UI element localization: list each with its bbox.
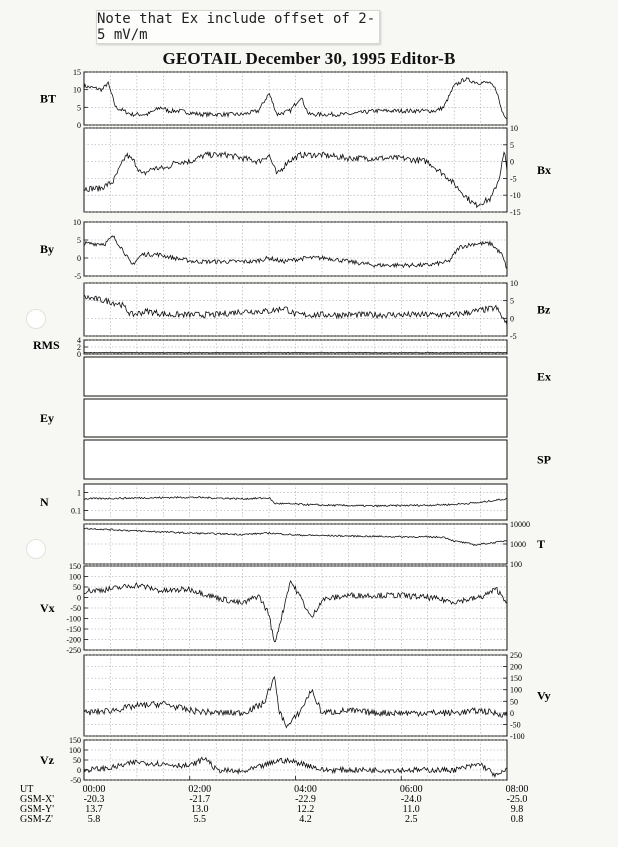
footer-value: -25.0 <box>506 794 528 805</box>
footer-value: 5.8 <box>87 814 101 825</box>
footer-value: 5.5 <box>193 814 206 825</box>
footer-label: GSM-Y' <box>20 804 55 815</box>
panel-label-sp: SP <box>537 452 552 467</box>
tick-label-bz: -5 <box>510 332 517 341</box>
panel-frame-ey <box>84 399 507 437</box>
panel-label-n: N <box>40 495 49 509</box>
tick-label-bt: 0 <box>77 121 81 130</box>
panel-label-vz: Vz <box>40 753 54 767</box>
panel-label-vy: Vy <box>537 688 551 703</box>
tick-label-bx: 0 <box>510 157 514 167</box>
chart-title: GEOTAIL December 30, 1995 Editor-B <box>162 49 456 68</box>
tick-label-vz: 50 <box>73 756 81 765</box>
tick-label-bt: 10 <box>73 85 81 95</box>
panel-label-bt: BT <box>40 91 57 106</box>
tick-label-vx: -50 <box>70 604 81 613</box>
tick-label-vy: 200 <box>510 662 522 672</box>
tick-label-vx: 100 <box>69 572 81 582</box>
tick-label-vx: -250 <box>66 646 81 655</box>
footer-value: -22.9 <box>295 794 316 805</box>
footer-value: 9.8 <box>510 804 524 815</box>
tick-label-vz: -50 <box>70 776 81 785</box>
panel-label-ex: Ex <box>537 369 552 384</box>
panel-label-by: By <box>40 242 55 256</box>
tick-label-t: 10000 <box>510 520 530 529</box>
footer-value: -21.7 <box>189 794 211 805</box>
footer-value: 00:00 <box>82 784 106 795</box>
panel-label-bz: Bz <box>537 302 551 317</box>
tick-label-bt: 15 <box>73 68 81 77</box>
footer-label: GSM-Z' <box>20 814 53 825</box>
footer-value: 13.7 <box>85 804 103 815</box>
tick-label-bx: -15 <box>510 208 521 217</box>
footer-label: UT <box>20 784 34 795</box>
tick-label-vy: 250 <box>510 651 522 660</box>
tick-label-bx: 5 <box>510 140 514 150</box>
panel-frame-ex <box>84 357 507 396</box>
panel-label-ey: Ey <box>40 411 55 425</box>
tick-label-vx: -150 <box>66 625 81 634</box>
tick-label-rms: 4 <box>77 336 81 345</box>
tick-label-vy: -100 <box>510 732 525 741</box>
tick-label-by: 10 <box>73 218 81 227</box>
panel-label-t: T <box>537 537 546 551</box>
tick-label-bt: 5 <box>77 103 81 113</box>
panel-label-vx: Vx <box>40 601 55 615</box>
tick-label-vy: -50 <box>510 720 521 730</box>
tick-label-t: 100 <box>510 560 522 569</box>
tick-label-bx: -5 <box>510 174 517 184</box>
tick-label-vy: 50 <box>510 697 518 707</box>
footer-value: 2.5 <box>405 814 418 825</box>
footer-value: -20.3 <box>83 794 105 805</box>
tick-label-bz: 10 <box>510 279 518 288</box>
tick-label-vx: -100 <box>66 614 81 624</box>
footer-label: GSM-X' <box>20 794 55 805</box>
tick-label-bz: 0 <box>510 314 514 324</box>
footer-value: 11.0 <box>402 804 420 815</box>
tick-label-vz: 100 <box>69 746 81 755</box>
tick-label-by: -5 <box>74 272 81 281</box>
footer-value: 02:00 <box>188 784 212 795</box>
tick-label-bx: 10 <box>510 124 518 133</box>
panel-label-rms: RMS <box>33 338 60 352</box>
tick-label-vx: 0 <box>77 593 81 603</box>
tick-label-vx: 50 <box>73 583 81 592</box>
tick-label-vy: 100 <box>510 685 522 695</box>
tick-label-rms: 0 <box>77 350 81 359</box>
tick-label-n: 0.1 <box>71 506 81 516</box>
footer-value: 13.0 <box>191 804 209 815</box>
tick-label-vx: 150 <box>69 562 81 571</box>
footer-value: 08:00 <box>505 784 529 795</box>
offset-note: Note that Ex include offset of 2-5 mV/m <box>96 10 380 44</box>
tick-label-vz: 150 <box>69 736 81 745</box>
footer-value: -24.0 <box>400 794 422 805</box>
tick-label-vx: -200 <box>66 635 81 645</box>
footer-value: 4.2 <box>299 814 312 825</box>
footer-value: 06:00 <box>399 784 423 795</box>
tick-label-n: 1 <box>77 488 81 498</box>
panel-frame-vy <box>84 655 507 736</box>
tick-label-t: 1000 <box>510 540 526 549</box>
panel-label-bx: Bx <box>537 163 552 177</box>
tick-label-by: 0 <box>77 254 81 263</box>
panel-frame-sp <box>84 440 507 479</box>
footer-value: 04:00 <box>294 784 317 795</box>
footer-value: 0.8 <box>510 814 524 825</box>
tick-label-bz: 5 <box>510 296 514 306</box>
tick-label-vy: 0 <box>510 708 514 718</box>
tick-label-rms: 2 <box>77 343 81 352</box>
tick-label-vz: 0 <box>77 766 81 775</box>
tick-label-bx: -10 <box>510 191 521 201</box>
tick-label-by: 5 <box>77 236 81 245</box>
tick-label-vy: 150 <box>510 674 522 684</box>
footer-value: 12.2 <box>296 804 315 815</box>
